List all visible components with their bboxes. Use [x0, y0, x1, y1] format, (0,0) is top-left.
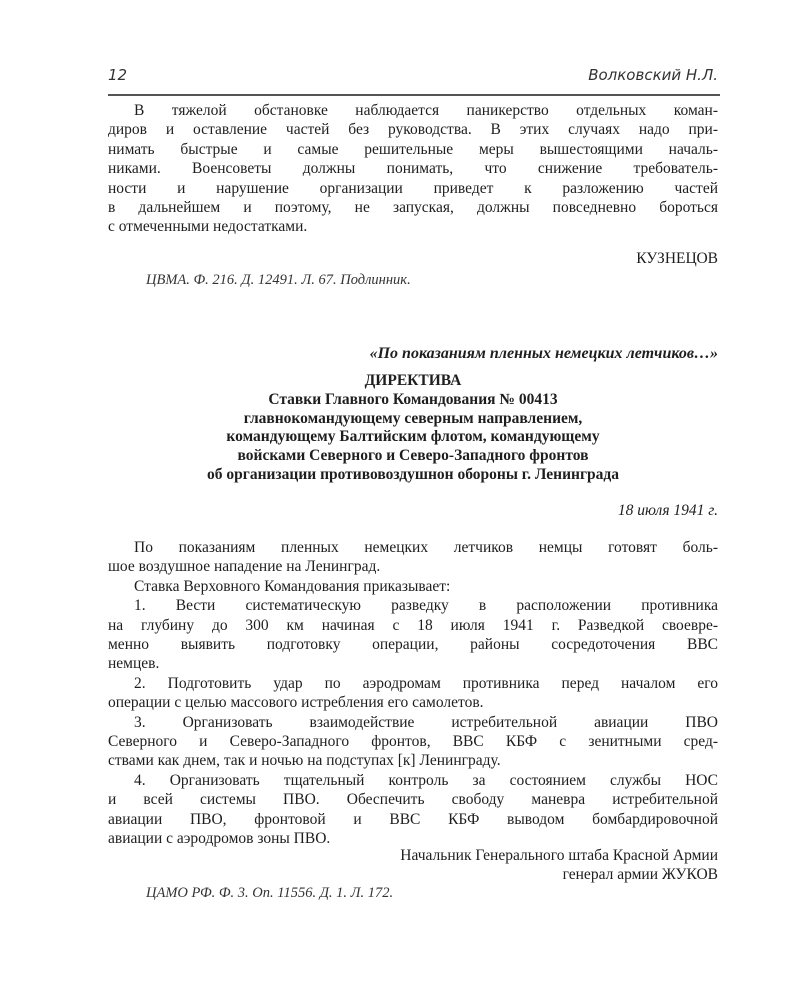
page-number: 12	[108, 66, 128, 84]
title-line: главнокомандующему северным направлением,	[243, 409, 583, 427]
title-line: командующему Балтийским флотом, командующему	[226, 428, 600, 446]
text-line: нимать быстрые и самые решительные меры вышестоящими началь-	[108, 140, 718, 158]
title-line: об организации противовоздушнон обороны г. Ленинграда	[207, 465, 619, 483]
text-line: 3. Организовать взаимодействие истребительной авиации ПВО	[134, 713, 718, 731]
text-line: 1. Вести систематическую разведку в расположении противника	[134, 597, 718, 615]
doc2-title	[108, 372, 718, 485]
text-line: авиации с аэродромов зоны ПВО.	[108, 830, 331, 848]
text-line: и всей системы ПВО. Обеспечить свободу маневра истребительной	[108, 791, 718, 809]
text-line: на глубину до 300 км начиная с 18 июля 1941 г. Разведкой своевре-	[108, 616, 718, 634]
text-line: По показаниям пленных немецких летчиков немцы готовят боль-	[134, 539, 718, 556]
text-line: ствами как днем, так и ночью на подступах [к] Ленинграду.	[108, 752, 501, 770]
header-rule	[108, 94, 720, 96]
doc2-epigraph: «По показаниям пленных немецких летчиков…»	[369, 345, 718, 362]
doc1-body	[108, 101, 718, 237]
text-line: немцев.	[108, 655, 160, 673]
text-line: Северного и Северо-Западного фронтов, ВВС КБФ с зенитными сред-	[108, 733, 718, 751]
doc2-signature	[108, 846, 718, 885]
text-line: 2. Подготовить удар по аэродромам противника перед началом его	[134, 674, 718, 692]
title-line: ДИРЕКТИВА	[364, 372, 462, 389]
title-line: войсками Северного и Северо-Западного фронтов	[237, 447, 589, 465]
doc1-signature: КУЗНЕЦОВ	[636, 250, 718, 267]
title-line: Ставки Главного Командования № 00413	[268, 390, 558, 408]
text-line: никами. Военсоветы должны понимать, что снижение требователь-	[108, 160, 718, 178]
signature-line: генерал армии ЖУКОВ	[562, 866, 718, 884]
text-line: операции с целью массового истребления его самолетов.	[108, 694, 484, 712]
text-line: диров и оставление частей без руководства. В этих случаях надо при-	[108, 121, 718, 139]
text-line: с отмеченными недостатками.	[108, 218, 308, 236]
doc2-date: 18 июля 1941 г.	[617, 502, 718, 519]
signature-line: Начальник Генерального штаба Красной Армии	[400, 847, 718, 864]
text-line: В тяжелой обстановке наблюдается паникерство отдельных коман-	[134, 102, 718, 119]
text-line: менно выявить подготовку операции, районы сосредоточения ВВС	[108, 636, 718, 654]
text-line: Ставка Верховного Командования приказывает:	[134, 577, 451, 595]
doc2-source: ЦАМО РФ. Ф. 3. Оп. 11556. Д. 1. Л. 172.	[146, 885, 394, 901]
text-line: ности и нарушение организации приведет к разложению частей	[108, 179, 718, 197]
doc1-source: ЦВМА. Ф. 216. Д. 12491. Л. 67. Подлинник.	[146, 272, 411, 288]
text-line: шое воздушное нападение на Ленинград.	[108, 558, 381, 576]
doc2-body	[108, 538, 718, 849]
running-author: Волковский Н.Л.	[588, 66, 718, 84]
running-header	[108, 66, 718, 84]
text-line: авиации ПВО, фронтовой и ВВС КБФ выводом бомбардировочной	[108, 810, 718, 828]
text-line: 4. Организовать тщательный контроль за состоянием службы НОС	[134, 771, 718, 789]
text-line: в дальнейшем и поэтому, не запуская, должны повседневно бороться	[108, 199, 718, 217]
